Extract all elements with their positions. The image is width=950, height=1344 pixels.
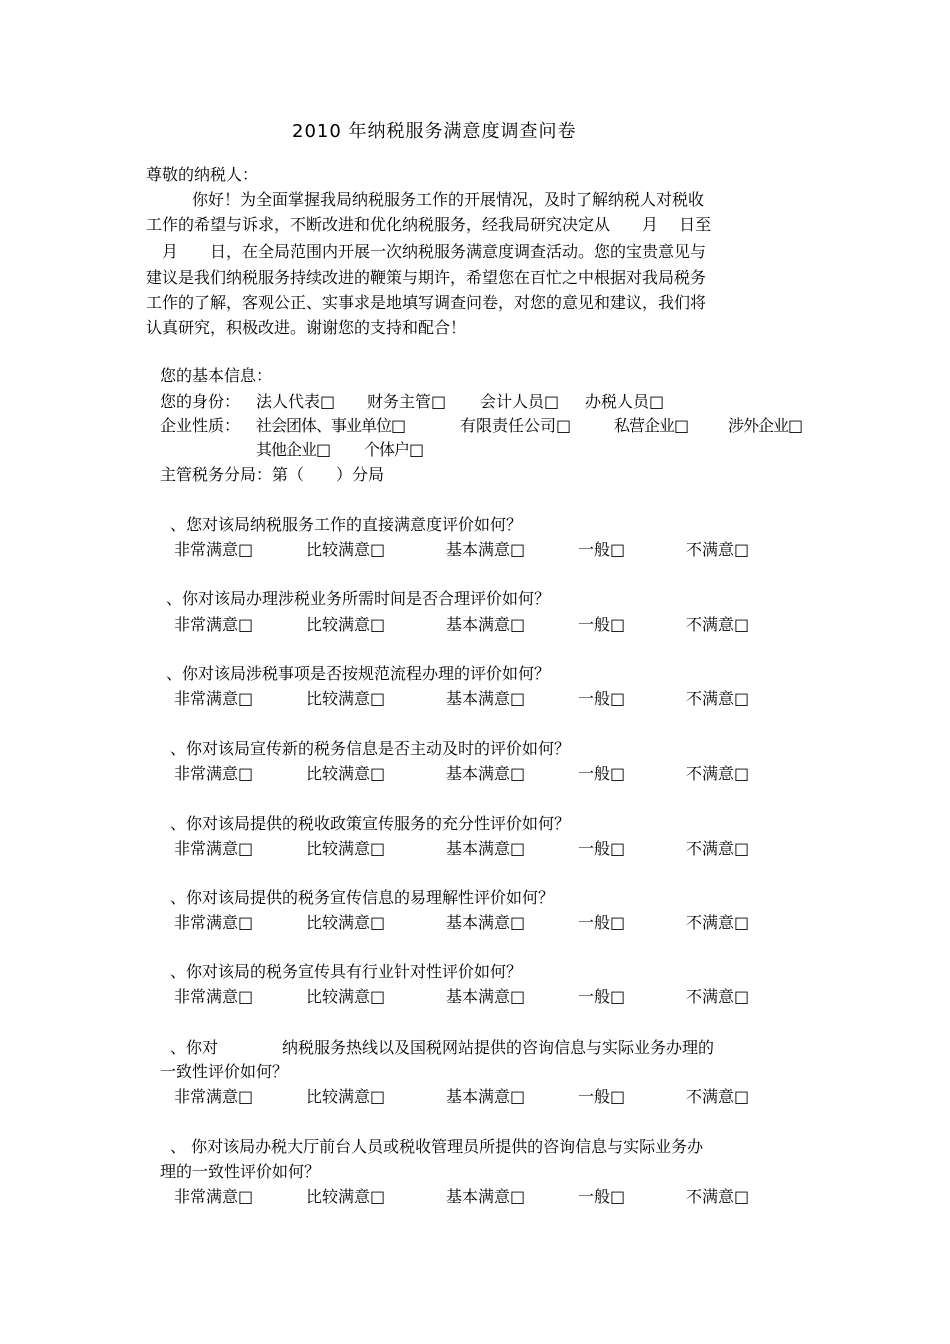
option-very-satisfied[interactable]: 非常满意□ bbox=[174, 689, 254, 708]
option-average[interactable]: 一般□ bbox=[578, 764, 626, 783]
nature-option-private[interactable]: 私营企业□ bbox=[614, 416, 689, 435]
option-basically-satisfied[interactable]: 基本满意□ bbox=[446, 839, 526, 858]
option-fairly-satisfied[interactable]: 比较满意□ bbox=[306, 764, 386, 783]
identity-option-tax-clerk[interactable]: 办税人员□ bbox=[585, 392, 665, 411]
option-basically-satisfied[interactable]: 基本满意□ bbox=[446, 615, 526, 634]
option-basically-satisfied[interactable]: 基本满意□ bbox=[446, 764, 526, 783]
option-basically-satisfied[interactable]: 基本满意□ bbox=[446, 913, 526, 932]
document-title: 2010 年纳税服务满意度调查问卷 bbox=[292, 121, 577, 142]
option-basically-satisfied[interactable]: 基本满意□ bbox=[446, 1187, 526, 1206]
question-text: 、你对该局宣传新的税务信息是否主动及时的评价如何？ bbox=[170, 739, 571, 758]
option-dissatisfied[interactable]: 不满意□ bbox=[686, 1187, 750, 1206]
option-basically-satisfied[interactable]: 基本满意□ bbox=[446, 987, 526, 1006]
option-dissatisfied[interactable]: 不满意□ bbox=[686, 1087, 750, 1106]
option-average[interactable]: 一般□ bbox=[578, 689, 626, 708]
question-text: 、你对该局的税务宣传具有行业针对性评价如何？ bbox=[170, 962, 523, 981]
option-fairly-satisfied[interactable]: 比较满意□ bbox=[306, 1087, 386, 1106]
intro-line: 工作的希望与诉求，不断改进和优化纳税服务，经我局研究决定从 月 日至 bbox=[146, 215, 712, 234]
question-text: 、你对该局提供的税务宣传信息的易理解性评价如何？ bbox=[170, 888, 555, 907]
question-text: 、 你对该局办税大厅前台人员或税收管理员所提供的咨询信息与实际业务办 bbox=[170, 1137, 704, 1156]
nature-option-llc[interactable]: 有限责任公司□ bbox=[460, 416, 572, 435]
intro-line: 建议是我们纳税服务持续改进的鞭策与期许，希望您在百忙之中根据对我局税务 bbox=[146, 268, 707, 287]
option-dissatisfied[interactable]: 不满意□ bbox=[686, 540, 750, 559]
option-dissatisfied[interactable]: 不满意□ bbox=[686, 839, 750, 858]
option-fairly-satisfied[interactable]: 比较满意□ bbox=[306, 540, 386, 559]
nature-option-foreign[interactable]: 涉外企业□ bbox=[728, 416, 803, 435]
nature-option-individual[interactable]: 个体户□ bbox=[364, 440, 424, 459]
basic-info-heading: 您的基本信息： bbox=[160, 366, 273, 385]
question-text-continued: 理的一致性评价如何？ bbox=[160, 1162, 321, 1181]
intro-line: 月 日，在全局范围内开展一次纳税服务满意度调查活动。您的宝贵意见与 bbox=[146, 242, 707, 261]
option-average[interactable]: 一般□ bbox=[578, 1087, 626, 1106]
identity-label: 您的身份： bbox=[160, 392, 241, 411]
option-dissatisfied[interactable]: 不满意□ bbox=[686, 689, 750, 708]
option-fairly-satisfied[interactable]: 比较满意□ bbox=[306, 987, 386, 1006]
option-very-satisfied[interactable]: 非常满意□ bbox=[174, 839, 254, 858]
option-average[interactable]: 一般□ bbox=[578, 839, 626, 858]
question-text: 、您对该局纳税服务工作的直接满意度评价如何？ bbox=[170, 515, 523, 534]
option-very-satisfied[interactable]: 非常满意□ bbox=[174, 987, 254, 1006]
option-dissatisfied[interactable]: 不满意□ bbox=[686, 987, 750, 1006]
option-very-satisfied[interactable]: 非常满意□ bbox=[174, 540, 254, 559]
option-average[interactable]: 一般□ bbox=[578, 615, 626, 634]
question-text-continued: 一致性评价如何？ bbox=[160, 1062, 289, 1081]
option-basically-satisfied[interactable]: 基本满意□ bbox=[446, 540, 526, 559]
question-text: 、你对该局涉税事项是否按规范流程办理的评价如何？ bbox=[166, 664, 551, 683]
option-fairly-satisfied[interactable]: 比较满意□ bbox=[306, 1187, 386, 1206]
question-text: 、你对该局提供的税收政策宣传服务的充分性评价如何？ bbox=[170, 814, 571, 833]
greeting: 尊敬的纳税人： bbox=[146, 165, 259, 184]
bureau-field: 主管税务分局：第（ ）分局 bbox=[160, 465, 385, 484]
option-basically-satisfied[interactable]: 基本满意□ bbox=[446, 1087, 526, 1106]
option-dissatisfied[interactable]: 不满意□ bbox=[686, 764, 750, 783]
intro-line: 工作的了解，客观公正、实事求是地填写调查问卷，对您的意见和建议，我们将 bbox=[146, 293, 707, 312]
option-very-satisfied[interactable]: 非常满意□ bbox=[174, 764, 254, 783]
option-average[interactable]: 一般□ bbox=[578, 540, 626, 559]
option-fairly-satisfied[interactable]: 比较满意□ bbox=[306, 839, 386, 858]
identity-option-accountant[interactable]: 会计人员□ bbox=[480, 392, 560, 411]
nature-option-other[interactable]: 其他企业□ bbox=[256, 440, 331, 459]
option-average[interactable]: 一般□ bbox=[578, 987, 626, 1006]
option-very-satisfied[interactable]: 非常满意□ bbox=[174, 1087, 254, 1106]
identity-option-finance-manager[interactable]: 财务主管□ bbox=[367, 392, 447, 411]
option-very-satisfied[interactable]: 非常满意□ bbox=[174, 615, 254, 634]
intro-line: 认真研究，积极改进。谢谢您的支持和配合！ bbox=[146, 318, 467, 337]
nature-label: 企业性质： bbox=[160, 416, 241, 435]
option-fairly-satisfied[interactable]: 比较满意□ bbox=[306, 913, 386, 932]
nature-option-social-org[interactable]: 社会团体、事业单位□ bbox=[256, 416, 406, 435]
option-very-satisfied[interactable]: 非常满意□ bbox=[174, 913, 254, 932]
option-average[interactable]: 一般□ bbox=[578, 913, 626, 932]
option-basically-satisfied[interactable]: 基本满意□ bbox=[446, 689, 526, 708]
intro-line: 你好！为全面掌握我局纳税服务工作的开展情况，及时了解纳税人对税收 bbox=[192, 190, 705, 209]
option-very-satisfied[interactable]: 非常满意□ bbox=[174, 1187, 254, 1206]
question-text: 、你对 纳税服务热线以及国税网站提供的咨询信息与实际业务办理的 bbox=[170, 1038, 715, 1057]
identity-option-legal-rep[interactable]: 法人代表□ bbox=[256, 392, 336, 411]
option-fairly-satisfied[interactable]: 比较满意□ bbox=[306, 615, 386, 634]
option-average[interactable]: 一般□ bbox=[578, 1187, 626, 1206]
option-dissatisfied[interactable]: 不满意□ bbox=[686, 615, 750, 634]
option-dissatisfied[interactable]: 不满意□ bbox=[686, 913, 750, 932]
option-fairly-satisfied[interactable]: 比较满意□ bbox=[306, 689, 386, 708]
question-text: 、你对该局办理涉税业务所需时间是否合理评价如何？ bbox=[166, 589, 551, 608]
